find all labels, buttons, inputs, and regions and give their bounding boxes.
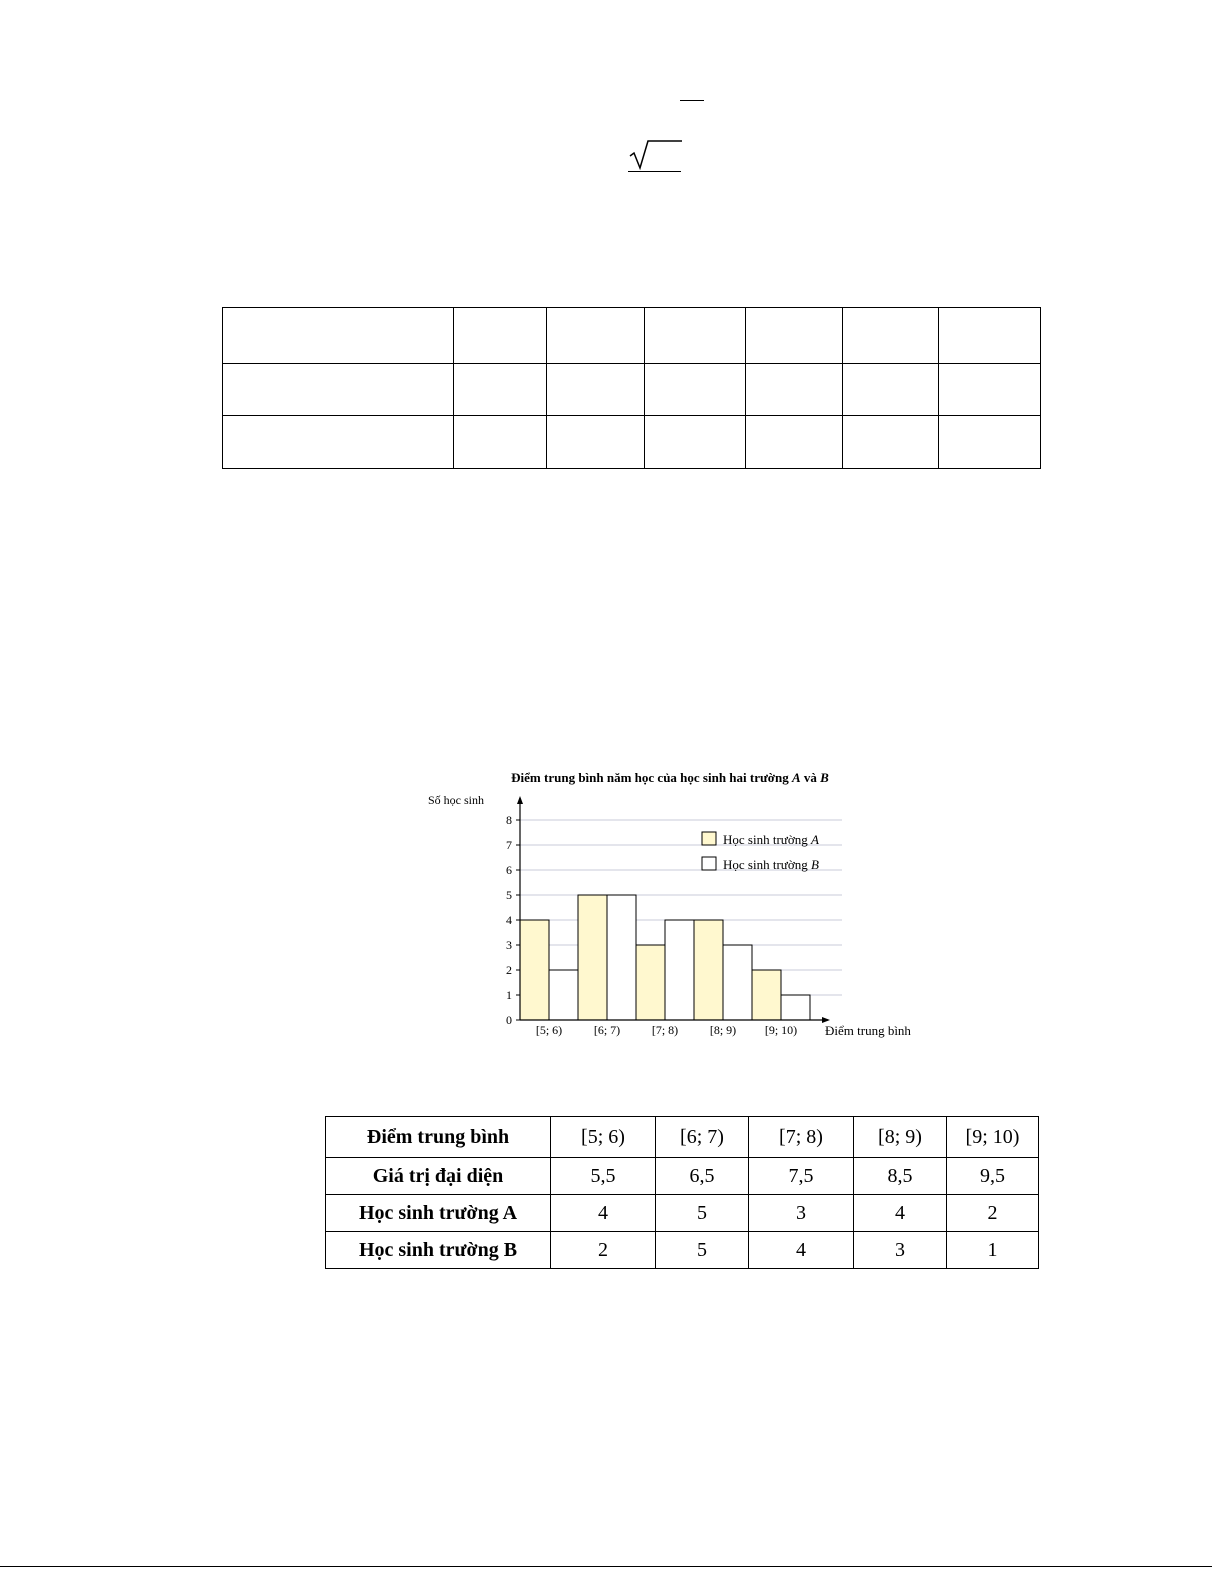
bar-a bbox=[694, 920, 723, 1020]
square-root-symbol bbox=[628, 138, 683, 172]
bar-b bbox=[549, 970, 578, 1020]
y-axis-label: Số học sinh bbox=[428, 793, 485, 807]
y-tick-label: 7 bbox=[506, 838, 512, 852]
x-axis-label: Điểm trung bình bbox=[825, 1023, 911, 1038]
table-cell: [7; 8) bbox=[749, 1117, 854, 1158]
y-tick-label: 8 bbox=[506, 813, 512, 827]
y-tick-label: 4 bbox=[506, 913, 512, 927]
table-cell: [6; 7) bbox=[656, 1117, 749, 1158]
table-cell: 5,5 bbox=[551, 1158, 656, 1195]
y-tick-label: 6 bbox=[506, 863, 512, 877]
empty-cell bbox=[454, 364, 547, 416]
table-cell: 8,5 bbox=[854, 1158, 947, 1195]
table-cell: 5 bbox=[656, 1232, 749, 1269]
y-tick-label: 0 bbox=[506, 1013, 512, 1027]
x-tick-label: [8; 9) bbox=[709, 1023, 737, 1037]
fraction-bar-top bbox=[680, 100, 704, 101]
table-row bbox=[326, 1158, 1039, 1195]
empty-cell bbox=[454, 308, 547, 364]
bar-b bbox=[781, 995, 810, 1020]
table-cell: 4 bbox=[551, 1195, 656, 1232]
fraction-bar-bottom bbox=[628, 171, 681, 172]
table-row bbox=[326, 1195, 1039, 1232]
empty-cell bbox=[746, 416, 843, 469]
empty-cell bbox=[223, 416, 454, 469]
table-cell: 9,5 bbox=[947, 1158, 1039, 1195]
row-header: Học sinh trường A bbox=[326, 1195, 551, 1232]
empty-cell bbox=[645, 308, 746, 364]
empty-cell bbox=[746, 308, 843, 364]
table-row bbox=[326, 1117, 1039, 1158]
empty-cell bbox=[547, 308, 645, 364]
table-cell: 4 bbox=[854, 1195, 947, 1232]
table-cell: 3 bbox=[854, 1232, 947, 1269]
table-cell: 2 bbox=[947, 1195, 1039, 1232]
table-cell: [8; 9) bbox=[854, 1117, 947, 1158]
table-cell: [9; 10) bbox=[947, 1117, 1039, 1158]
empty-cell bbox=[223, 364, 454, 416]
table-cell: 5 bbox=[656, 1195, 749, 1232]
empty-cell bbox=[843, 364, 939, 416]
empty-cell bbox=[547, 416, 645, 469]
y-tick-label: 5 bbox=[506, 888, 512, 902]
table-cell: 7,5 bbox=[749, 1158, 854, 1195]
x-tick-label: [9; 10) bbox=[764, 1023, 798, 1037]
row-header: Điểm trung bình bbox=[326, 1117, 551, 1158]
bar-a bbox=[752, 970, 781, 1020]
empty-cell bbox=[454, 416, 547, 469]
empty-cell bbox=[843, 416, 939, 469]
empty-cell bbox=[645, 364, 746, 416]
x-tick-label: [6; 7) bbox=[593, 1023, 621, 1037]
y-tick-label: 1 bbox=[506, 988, 512, 1002]
empty-cell bbox=[939, 416, 1041, 469]
bar-a bbox=[578, 895, 607, 1020]
empty-cell bbox=[843, 308, 939, 364]
y-axis-arrow-icon bbox=[517, 796, 523, 804]
bar-b bbox=[665, 920, 694, 1020]
table-cell: [5; 6) bbox=[551, 1117, 656, 1158]
y-tick-label: 2 bbox=[506, 963, 512, 977]
legend-swatch bbox=[702, 857, 716, 870]
bar-a bbox=[636, 945, 665, 1020]
legend-swatch bbox=[702, 832, 716, 845]
empty-cell bbox=[746, 364, 843, 416]
bar-a bbox=[520, 920, 549, 1020]
empty-cell bbox=[547, 364, 645, 416]
frequency-table bbox=[325, 1116, 1039, 1269]
histogram-chart bbox=[420, 762, 940, 1047]
empty-cell bbox=[645, 416, 746, 469]
table-cell: 3 bbox=[749, 1195, 854, 1232]
row-header: Học sinh trường B bbox=[326, 1232, 551, 1269]
table-cell: 2 bbox=[551, 1232, 656, 1269]
table-row bbox=[326, 1232, 1039, 1269]
empty-table bbox=[222, 307, 1041, 469]
bar-b bbox=[723, 945, 752, 1020]
legend-label: Học sinh trường A bbox=[723, 832, 819, 847]
table-cell: 4 bbox=[749, 1232, 854, 1269]
empty-cell bbox=[939, 308, 1041, 364]
empty-cell bbox=[939, 364, 1041, 416]
empty-cell bbox=[223, 308, 454, 364]
x-tick-label: [7; 8) bbox=[651, 1023, 679, 1037]
x-tick-label: [5; 6) bbox=[535, 1023, 563, 1037]
legend-label: Học sinh trường B bbox=[723, 857, 819, 872]
y-tick-label: 3 bbox=[506, 938, 512, 952]
bar-b bbox=[607, 895, 636, 1020]
table-cell: 6,5 bbox=[656, 1158, 749, 1195]
page-bottom-rule bbox=[0, 1566, 1212, 1567]
row-header: Giá trị đại diện bbox=[326, 1158, 551, 1195]
chart-title: Điểm trung bình năm học của học sinh hai trường A và B bbox=[511, 770, 829, 785]
table-cell: 1 bbox=[947, 1232, 1039, 1269]
